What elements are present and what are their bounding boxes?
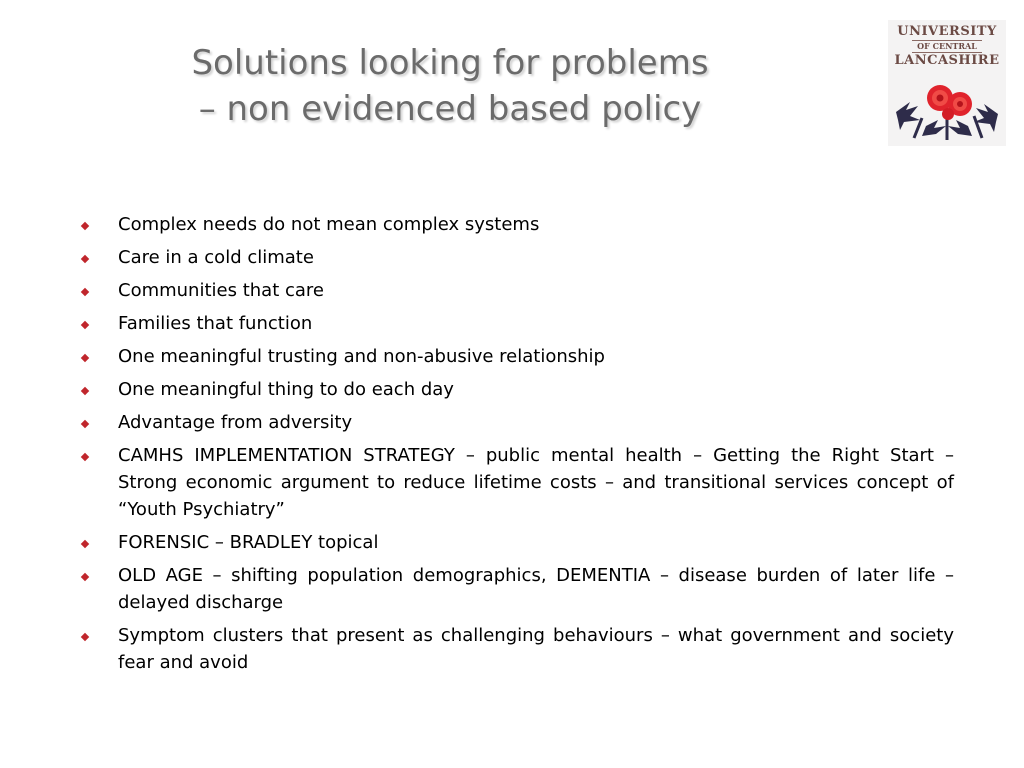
bullet-item: [78, 409, 954, 436]
bullet-item: [78, 244, 954, 271]
diamond-bullet-icon: [81, 573, 89, 581]
bullet-item: [78, 562, 954, 616]
bullet-text: OLD AGE – shifting population demographics, DEMENTIA – disease burden of later life – delayed discharge: [118, 565, 954, 613]
logo-text-of-central: OF CENTRAL: [917, 41, 977, 51]
bullet-text: Complex needs do not mean complex systems: [118, 214, 540, 235]
logo-text-university: UNIVERSITY: [897, 24, 997, 39]
logo-text-lancashire: LANCASHIRE: [894, 53, 1000, 68]
bullet-text: Symptom clusters that present as challenging behaviours – what government and society fear and avoid: [118, 625, 954, 673]
red-rose-emblem-icon: [892, 70, 1002, 142]
bullet-text: Communities that care: [118, 280, 324, 301]
university-logo: [888, 20, 1006, 146]
diamond-bullet-icon: [81, 420, 89, 428]
bullet-text: CAMHS IMPLEMENTATION STRATEGY – public mental health – Getting the Right Start – Strong economic argument to reduce lifetime costs – and transitional services concept of “Youth Psychiatry”: [118, 445, 954, 520]
bullet-item: [78, 622, 954, 676]
bullet-text: Families that function: [118, 313, 313, 334]
bullet-list: [78, 211, 954, 682]
diamond-bullet-icon: [81, 453, 89, 461]
bullet-item: [78, 529, 954, 556]
bullet-text: FORENSIC – BRADLEY topical: [118, 532, 379, 553]
title-line-1: Solutions looking for problems: [191, 43, 709, 83]
slide-title: [150, 40, 750, 132]
bullet-item: [78, 442, 954, 523]
diamond-bullet-icon: [81, 633, 89, 641]
diamond-bullet-icon: [81, 255, 89, 263]
bullet-item: [78, 277, 954, 304]
title-line-2: – non evidenced based policy: [198, 89, 702, 129]
bullet-item: [78, 343, 954, 370]
diamond-bullet-icon: [81, 540, 89, 548]
diamond-bullet-icon: [81, 321, 89, 329]
diamond-bullet-icon: [81, 222, 89, 230]
bullet-text: One meaningful trusting and non-abusive relationship: [118, 346, 605, 367]
bullet-text: One meaningful thing to do each day: [118, 379, 454, 400]
diamond-bullet-icon: [81, 387, 89, 395]
bullet-text: Advantage from adversity: [118, 412, 353, 433]
diamond-bullet-icon: [81, 288, 89, 296]
bullet-item: [78, 211, 954, 238]
bullet-item: [78, 310, 954, 337]
bullet-item: [78, 376, 954, 403]
bullet-text: Care in a cold climate: [118, 247, 314, 268]
diamond-bullet-icon: [81, 354, 89, 362]
